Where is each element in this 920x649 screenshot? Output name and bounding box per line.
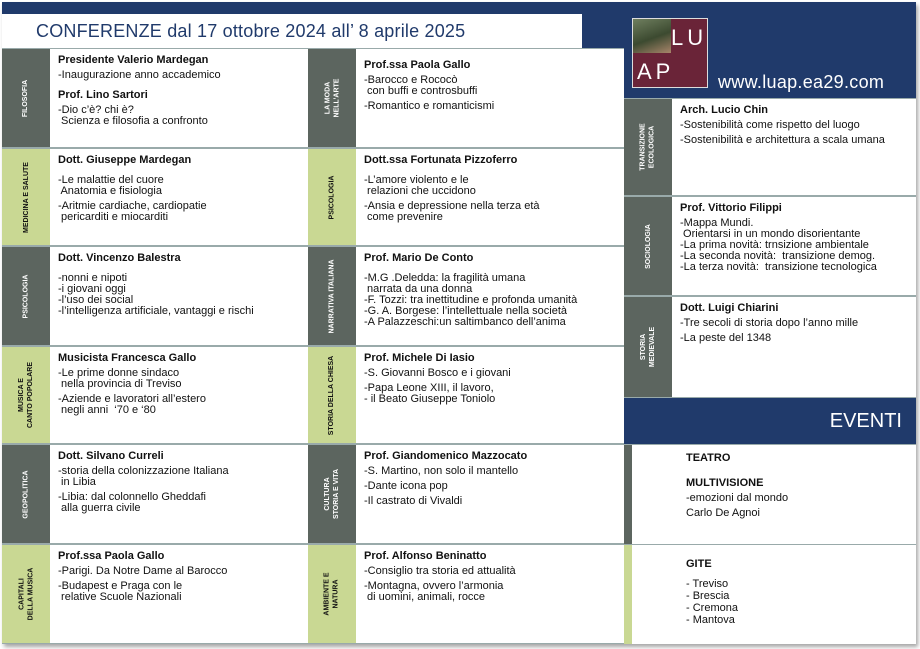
talk-title: -Ansia e depressione nella terza età come prevenire	[364, 200, 540, 223]
speaker-name: Dott. Luigi Chiarini	[680, 302, 779, 314]
gite-item: - Brescia	[686, 590, 730, 602]
speaker-name: Dott.ssa Fortunata Pizzoferro	[364, 154, 518, 166]
category-label-bar	[624, 197, 672, 295]
speaker-name: Prof. Michele Di Iasio	[364, 352, 475, 364]
talk-title: -Libia: dal colonnello Gheddafi alla guerra civile	[58, 491, 206, 514]
section-divider	[624, 545, 632, 644]
speaker-name: Prof.ssa Paola Gallo	[58, 550, 165, 562]
section-content	[680, 303, 910, 348]
course-section	[2, 444, 308, 544]
course-section	[2, 148, 308, 246]
teatro-item: Carlo De Agnoi	[686, 507, 760, 519]
category-label: STORIA MEDIEVALE	[639, 326, 656, 368]
category-label: MUSICA E CANTO POPOLARE	[18, 362, 34, 428]
course-section	[2, 544, 308, 644]
speaker-name: Presidente Valerio Mardegan	[58, 54, 209, 66]
course-section	[308, 48, 624, 148]
section-content	[58, 155, 302, 227]
category-label-bar	[2, 445, 50, 543]
category-label-bar	[308, 545, 356, 643]
talk-title: -Parigi. Da Notre Dame al Barocco	[58, 565, 228, 577]
category-label-bar	[2, 545, 50, 643]
category-label: PSICOLOGIA	[22, 274, 30, 318]
category-label-bar	[2, 347, 50, 443]
talk-title: -La peste del 1348	[680, 332, 772, 344]
multivisione-heading: MULTIVISIONE	[686, 477, 764, 489]
category-label: GEOPOLITICA	[22, 469, 30, 519]
speaker-name: Arch. Lucio Chin	[680, 104, 768, 116]
speaker-name: Dott. Silvano Curreli	[58, 450, 164, 462]
category-label: STORIA DELLA CHIESA	[328, 355, 336, 435]
logo-panel	[624, 2, 916, 98]
eventi-banner	[624, 398, 916, 444]
section-content	[58, 551, 302, 607]
talk-title: -Papa Leone XIII, il lavoro, - il Beato Giuseppe Toniolo	[364, 382, 496, 405]
teatro-item: -emozioni dal mondo	[686, 492, 789, 504]
gite-content	[686, 559, 910, 627]
section-content	[364, 451, 618, 511]
talk-title: -Aritmie cardiache, cardiopatie pericarditi e miocarditi	[58, 200, 207, 223]
logo-text-bottom: AP	[637, 59, 675, 84]
talk-title: -Inaugurazione anno accademico	[58, 69, 221, 81]
talk-title: -Sostenibilità come rispetto del luogo	[680, 119, 860, 131]
website-url[interactable]: www.luap.ea29.com	[718, 72, 885, 92]
course-section	[308, 444, 624, 544]
speaker-name: Dott. Giuseppe Mardegan	[58, 154, 192, 166]
gite-item: - Treviso	[686, 578, 729, 590]
category-label-bar	[308, 149, 356, 245]
category-label: MEDICINA E SALUTE	[22, 161, 30, 233]
section-content	[58, 451, 302, 518]
talk-title: -storia della colonizzazione Italiana in Libia	[58, 465, 229, 488]
category-label-bar	[308, 247, 356, 345]
teatro-heading: TEATRO	[686, 452, 731, 464]
teatro-content	[686, 453, 910, 523]
category-label-bar	[2, 49, 50, 147]
category-label: CAPITALI DELLA MUSICA	[18, 567, 35, 621]
conference-poster	[2, 2, 916, 644]
section-content	[364, 551, 618, 607]
talk-title: -Le malattie del cuore Anatomia e fisiologia	[58, 174, 164, 197]
talk-title: -Dante icona pop	[364, 480, 448, 492]
talk-title: -S. Giovanni Bosco e i giovani	[364, 367, 511, 379]
speaker-name: Musicista Francesca Gallo	[58, 352, 197, 364]
section-content	[58, 353, 302, 420]
talk-title: -Aziende e lavoratori all’estero negli anni ‘70 e ‘80	[58, 393, 206, 416]
course-section	[308, 246, 624, 346]
category-label-bar	[308, 49, 356, 147]
category-label: AMBIENTE E NATURA	[323, 572, 340, 616]
logo-photo	[633, 19, 671, 53]
course-section	[624, 196, 916, 296]
speaker-name: Prof. Mario De Conto	[364, 252, 474, 264]
section-content	[364, 55, 618, 116]
talk-title: -Tre secoli di storia dopo l’anno mille	[680, 317, 859, 329]
course-section	[624, 296, 916, 398]
section-content	[58, 55, 302, 131]
speaker-name: Prof. Vittorio Filippi	[680, 202, 782, 214]
category-label: CULTURA STORIA E VITA	[324, 468, 341, 520]
talk-title: -Mappa Mundi. Orientarsi in un mondo disorientante -La prima novità: trnsizione ambientale -La seconda novità: transizione demog. -La terza novità: transizione tecnologica	[680, 217, 877, 273]
talk-title: -M.G .Deledda: la fragilità umana narrata da una donna -F. Tozzi: tra inettitudine e profonda umanità -G. A. Borgese: l’intellettuale nella società -A Palazzeschi:un saltimbanco dell’anima	[364, 272, 578, 328]
talk-title: -Romantico e romanticismi	[364, 100, 495, 112]
luap-logo	[632, 18, 708, 88]
section-content	[364, 253, 618, 332]
course-section	[308, 346, 624, 444]
event-gite	[624, 544, 916, 644]
talk-title: -L’amore violento e le relazioni che uccidono	[364, 174, 476, 197]
logo-text-top: LU	[671, 25, 708, 50]
speaker-name: Prof. Giandomenico Mazzocato	[364, 450, 528, 462]
speaker-name: Prof. Alfonso Beninatto	[364, 550, 487, 562]
section-content	[364, 155, 618, 227]
talk-title: -Le prime donne sindaco nella provincia di Treviso	[58, 367, 182, 390]
course-section	[308, 148, 624, 246]
talk-title: -S. Martino, non solo il mantello	[364, 465, 519, 477]
category-label-bar	[2, 149, 50, 245]
talk-title: -Sostenibilità e architettura a scala umana	[680, 134, 885, 146]
section-divider	[624, 445, 632, 544]
category-label: FILOSOFIA	[22, 79, 30, 117]
talk-title: -nonni e nipoti -i giovani oggi -l’uso dei social -l’intelligenza artificiale, vantaggi e rischi	[58, 272, 254, 317]
category-label-bar	[308, 347, 356, 443]
talk-title: -Dio c’è? chi è? Scienza e filosofia a confronto	[58, 104, 208, 127]
category-label: LA MODA NELL’ARTE	[323, 78, 340, 118]
category-label: TRANSIZIONE ECOLOGICA	[639, 123, 656, 171]
category-label: SOCIOLOGIA	[644, 223, 652, 269]
gite-heading: GITE	[686, 558, 712, 570]
category-label-bar	[624, 99, 672, 195]
speaker-name: Prof.ssa Paola Gallo	[364, 59, 471, 71]
talk-title: -Budapest e Praga con le relative Scuole Nazionali	[58, 580, 183, 603]
category-label: NARRATIVA ITALIANA	[328, 258, 336, 334]
course-section	[2, 346, 308, 444]
course-section	[2, 246, 308, 346]
talk-title: -Il castrato di Vivaldi	[364, 495, 463, 507]
eventi-title: EVENTI	[829, 410, 902, 432]
course-section	[624, 98, 916, 196]
speaker-name: Prof. Lino Sartori	[58, 89, 148, 101]
gite-item: - Mantova	[686, 614, 735, 626]
talk-title: -Barocco e Rococò con buffi e controsbuffi	[364, 74, 478, 97]
talk-title: -Montagna, ovvero l’armonia di uomini, animali, rocce	[364, 580, 504, 603]
course-section	[2, 48, 308, 148]
category-label-bar	[2, 247, 50, 345]
category-label: PSICOLOGIA	[328, 175, 336, 219]
speaker-name: Dott. Vincenzo Balestra	[58, 252, 181, 264]
section-content	[364, 353, 618, 409]
course-section	[308, 544, 624, 644]
section-content	[680, 203, 910, 277]
section-content	[680, 105, 910, 150]
section-content	[58, 253, 302, 321]
category-label-bar	[308, 445, 356, 543]
talk-title: -Consiglio tra storia ed attualità	[364, 565, 516, 577]
category-label-bar	[624, 297, 672, 397]
gite-item: - Cremona	[686, 602, 738, 614]
page-title: CONFERENZE dal 17 ottobre 2024 all’ 8 aprile 2025	[2, 14, 582, 48]
event-teatro	[624, 444, 916, 544]
